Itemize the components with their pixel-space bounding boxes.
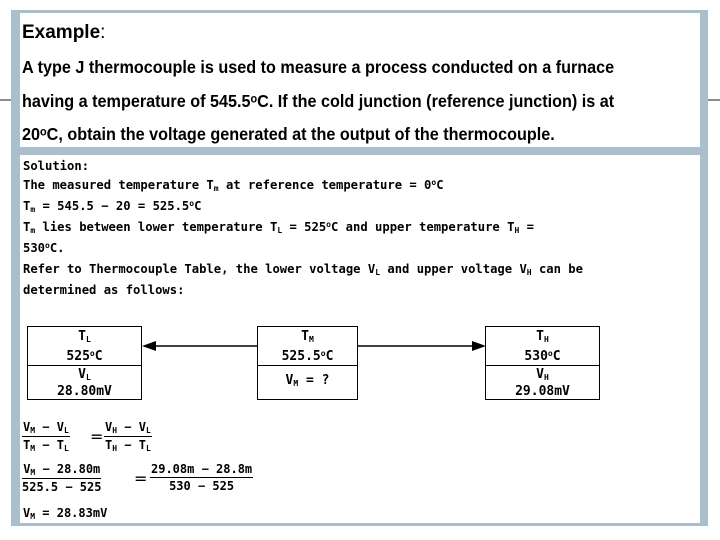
solution-line-6: determined as follows: <box>23 283 185 297</box>
upper-temperature-cell: $T_H$ 530$^o$C <box>486 327 599 366</box>
example-text-line-2: having a temperature of 545.5ᵒC. If the cold junction (reference junction) is at <box>22 91 615 111</box>
lower-voltage-cell: $V_L$ 28.80mV <box>57 367 112 399</box>
solution-line-4: 530$^o$C. <box>23 241 65 255</box>
equation-2-equals: = <box>134 469 148 488</box>
equation-2-right-fraction: $\frac{29.08m - 28.8m}{530 - 525}$ <box>151 462 253 493</box>
equation-2-left-fraction: $\frac{V_M - 28.80m}{525.5 - 525}$ <box>22 462 102 494</box>
upper-point-box <box>485 326 600 400</box>
solution-line-5: Refer to Thermocouple Table, the lower voltage $V_L$ and upper voltage $V_H$ can be <box>23 262 583 277</box>
arrow-head-left <box>142 341 156 351</box>
arrow-head-right <box>472 341 486 351</box>
solution-line-2: $T_m = 545.5 - 20 = 525.5^oC$ <box>23 199 202 214</box>
upper-voltage-cell: $V_H$ 29.08mV <box>515 367 570 399</box>
measured-temperature-cell: $T_M$ 525.5$^o$C <box>258 327 357 366</box>
measured-point-box <box>257 326 358 400</box>
result-line: $V_M = 28.83mV$ <box>23 506 108 521</box>
solution-line-1: The measured temperature $T_m$ at reference temperature = $0^oC$ <box>23 178 444 193</box>
measured-voltage-cell: $V_M$ = ? <box>285 373 330 388</box>
equation-1-right-fraction: $\frac{V_H - V_L}{T_H - T_L}$ <box>105 420 151 453</box>
lower-temperature-cell: $T_L$ 525$^o$C <box>28 327 141 366</box>
equation-1-equals: = <box>90 427 104 446</box>
equation-1-left-fraction: $\frac{V_M - V_L}{T_M - T_L}$ <box>23 420 69 453</box>
example-text-line-1: A type J thermocouple is used to measure a process conducted on a furnace <box>22 57 615 77</box>
example-text-line-3: 20ᵒC, obtain the voltage generated at the output of the thermocouple. <box>22 124 555 144</box>
example-title: Example: <box>22 22 106 43</box>
solution-heading: Solution: <box>23 159 90 173</box>
solution-line-3: $T_m$ lies between lower temperature $T_L = 525^oC$ and upper temperature $T_H$ = <box>23 220 534 235</box>
lower-point-box <box>27 326 142 400</box>
